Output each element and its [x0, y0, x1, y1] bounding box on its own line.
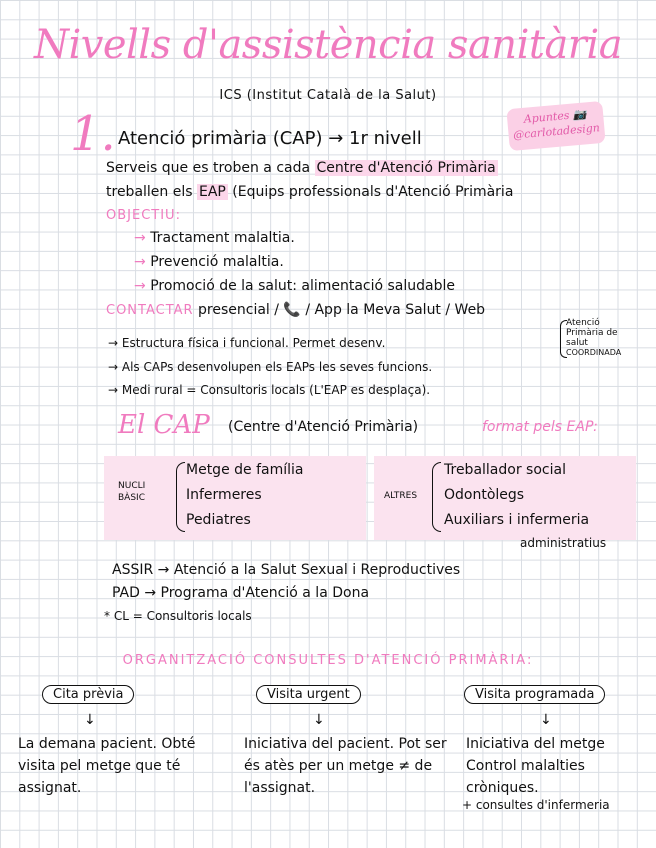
sticker-line1: Apuntes 📷	[523, 107, 588, 126]
services-line	[106, 160, 498, 176]
bullet-structure: → Estructura física i funcional. Permet desenv.	[108, 336, 386, 350]
section-number: 1.	[70, 106, 116, 162]
objectiu-item: → Tractament malaltia.	[134, 230, 295, 246]
nucli-brace	[176, 462, 185, 532]
nucli-item: Pediatres	[186, 512, 251, 528]
footnote: * CL = Consultoris locals	[104, 609, 252, 623]
contactar-text: presencial / 📞 / App la Meva Salut / Web	[198, 302, 486, 318]
nucli-label-1: NUCLI	[118, 481, 146, 491]
brace-note-coordinada: COORDINADA	[566, 348, 622, 357]
services-line-text: Serveis que es troben a cada	[106, 160, 315, 176]
nucli-item: Metge de família	[186, 462, 304, 478]
subtitle: ICS (Institut Català de la Salut)	[219, 88, 437, 103]
objectiu-text: Promoció de la salut: alimentació saludable	[150, 278, 456, 294]
altres-brace	[432, 462, 441, 532]
visita-urgent-text: Iniciativa del pacient. Pot ser és atès per un metge ≠ de l'assignat.	[244, 736, 447, 796]
eap-line-pre: treballen els	[106, 184, 197, 200]
objectiu-text: Prevenció malaltia.	[150, 254, 284, 270]
organitzacio-label: ORGANITZACIÓ CONSULTES D'ATENCIÓ PRIMÀRIA:	[122, 653, 534, 668]
nucli-item: Infermeres	[186, 487, 262, 503]
arrow-down-icon: ↓	[84, 712, 96, 728]
cap-highlight: Centre d'Atenció Primària	[316, 160, 496, 176]
altres-item: Auxiliars i infermeria	[444, 512, 590, 528]
objectiu-label: OBJECTIU:	[106, 208, 181, 223]
cita-previa-pill: Cita prèvia	[42, 685, 134, 704]
section-heading: Atenció primària (CAP) → 1r nivell	[118, 128, 422, 149]
eap-line-post: (Equips professionals d'Atenció Primària	[227, 184, 514, 200]
cap-title: El CAP	[118, 410, 210, 440]
objectiu-text: Tractament malaltia.	[150, 230, 295, 246]
contactar-line	[106, 302, 485, 318]
contactar-label: CONTACTAR	[106, 303, 194, 318]
objectiu-item: → Prevenció malaltia.	[134, 254, 284, 270]
arrow-down-icon: ↓	[313, 712, 325, 728]
visita-urgent-pill: Visita urgent	[256, 685, 361, 704]
visita-programada-extra: + consultes d'infermeria	[462, 798, 610, 812]
brace-note-text: Atenció Primària de salut	[566, 318, 618, 348]
visita-programada-text: Iniciativa del metge Control malalties cròniques.	[466, 736, 605, 796]
altres-extra: administratius	[520, 536, 607, 550]
nucli-label-2: BÀSIC	[118, 493, 145, 503]
assir-line: ASSIR → Atenció a la Salut Sexual i Reproductives	[112, 562, 461, 578]
bullet-rural: → Medi rural = Consultoris locals (L'EAP es desplaça).	[108, 383, 431, 397]
page-title: Nivells d'assistència sanitària	[33, 22, 623, 68]
altres-item: Treballador social	[444, 462, 566, 478]
cap-format: format pels EAP:	[482, 419, 598, 435]
eap-line	[106, 184, 513, 200]
altres-label: ALTRES	[384, 491, 418, 501]
objectiu-item: → Promoció de la salut: alimentació saludable	[134, 278, 456, 294]
bullet-caps: → Als CAPs desenvolupen els EAPs les seves funcions.	[108, 360, 433, 374]
author-sticker	[506, 101, 605, 151]
cap-subtitle: (Centre d'Atenció Primària)	[228, 419, 419, 435]
eap-highlight: EAP	[198, 184, 226, 200]
arrow-down-icon: ↓	[540, 712, 552, 728]
visita-programada-pill: Visita programada	[464, 685, 605, 704]
sticker-line2: @carlotadesign	[512, 121, 601, 142]
cita-previa-text: La demana pacient. Obté visita pel metge que té assignat.	[18, 736, 196, 796]
brace-note	[566, 318, 636, 358]
pad-line: PAD → Programa d'Atenció a la Dona	[112, 585, 370, 601]
altres-item: Odontòlegs	[444, 487, 525, 503]
nucli-label	[118, 480, 145, 504]
